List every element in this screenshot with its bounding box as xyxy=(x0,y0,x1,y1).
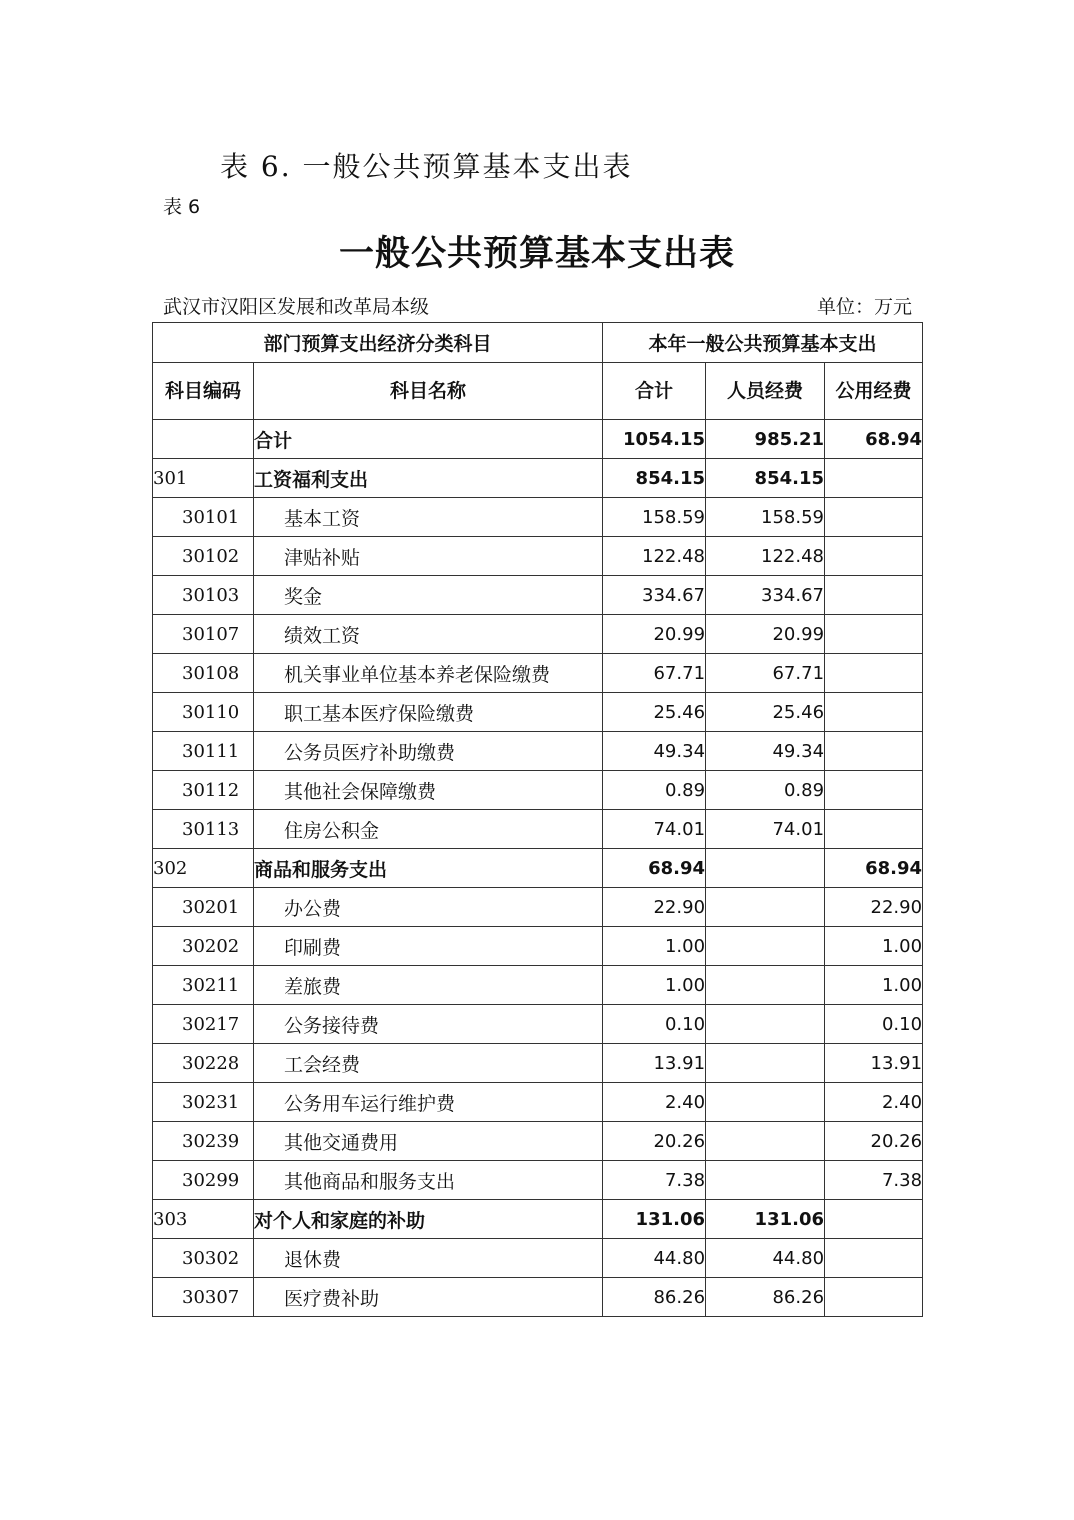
name-cell: 退休费 xyxy=(254,1239,603,1278)
public-cell: 2.40 xyxy=(825,1083,923,1122)
staff-cell: 86.26 xyxy=(706,1278,825,1317)
col-header-staff: 人员经费 xyxy=(706,363,825,420)
total-cell: 22.90 xyxy=(603,888,706,927)
total-cell: 74.01 xyxy=(603,810,706,849)
public-cell xyxy=(825,615,923,654)
staff-cell: 985.21 xyxy=(706,420,825,459)
public-cell xyxy=(825,654,923,693)
name-cell: 工资福利支出 xyxy=(254,459,603,498)
section-heading: 表 6. 一般公共预算基本支出表 xyxy=(220,150,633,183)
unit-label: 单位：万元 xyxy=(816,296,912,318)
public-cell: 0.10 xyxy=(825,1005,923,1044)
code-cell: 303 xyxy=(153,1200,254,1239)
code-cell: 30111 xyxy=(153,732,254,771)
table-row xyxy=(153,810,923,849)
name-cell: 职工基本医疗保险缴费 xyxy=(254,693,603,732)
public-cell xyxy=(825,1239,923,1278)
table-row xyxy=(153,537,923,576)
public-cell: 1.00 xyxy=(825,966,923,1005)
table-row xyxy=(153,654,923,693)
table-row xyxy=(153,1122,923,1161)
page-title: 一般公共预算基本支出表 xyxy=(338,234,735,274)
public-cell xyxy=(825,771,923,810)
name-cell: 工会经费 xyxy=(254,1044,603,1083)
code-cell: 301 xyxy=(153,459,254,498)
table-row xyxy=(153,1083,923,1122)
total-cell: 49.34 xyxy=(603,732,706,771)
staff-cell: 20.99 xyxy=(706,615,825,654)
public-cell xyxy=(825,810,923,849)
code-cell: 30307 xyxy=(153,1278,254,1317)
name-cell: 其他商品和服务支出 xyxy=(254,1161,603,1200)
name-cell: 公务用车运行维护费 xyxy=(254,1083,603,1122)
table-row xyxy=(153,966,923,1005)
table-body xyxy=(153,420,923,1317)
code-cell: 302 xyxy=(153,849,254,888)
code-cell: 30107 xyxy=(153,615,254,654)
code-cell: 30201 xyxy=(153,888,254,927)
staff-cell: 67.71 xyxy=(706,654,825,693)
name-cell: 住房公积金 xyxy=(254,810,603,849)
public-cell xyxy=(825,459,923,498)
staff-cell xyxy=(706,966,825,1005)
public-cell: 22.90 xyxy=(825,888,923,927)
code-cell: 30217 xyxy=(153,1005,254,1044)
name-cell: 公务接待费 xyxy=(254,1005,603,1044)
code-cell: 30302 xyxy=(153,1239,254,1278)
staff-cell xyxy=(706,849,825,888)
staff-cell: 122.48 xyxy=(706,537,825,576)
code-cell: 30108 xyxy=(153,654,254,693)
header-row-group xyxy=(153,323,923,363)
public-cell xyxy=(825,537,923,576)
staff-cell: 131.06 xyxy=(706,1200,825,1239)
budget-table xyxy=(152,322,923,1317)
public-cell xyxy=(825,1278,923,1317)
total-cell: 1054.15 xyxy=(603,420,706,459)
table-row xyxy=(153,732,923,771)
code-cell: 30102 xyxy=(153,537,254,576)
staff-cell: 0.89 xyxy=(706,771,825,810)
name-cell: 机关事业单位基本养老保险缴费 xyxy=(254,654,603,693)
total-cell: 86.26 xyxy=(603,1278,706,1317)
name-cell: 合计 xyxy=(254,420,603,459)
total-cell: 67.71 xyxy=(603,654,706,693)
staff-cell: 334.67 xyxy=(706,576,825,615)
code-cell: 30112 xyxy=(153,771,254,810)
staff-cell xyxy=(706,1083,825,1122)
code-cell: 30110 xyxy=(153,693,254,732)
col-header-total: 合计 xyxy=(603,363,706,420)
total-cell: 7.38 xyxy=(603,1161,706,1200)
public-cell xyxy=(825,1200,923,1239)
name-cell: 印刷费 xyxy=(254,927,603,966)
public-cell: 13.91 xyxy=(825,1044,923,1083)
total-cell: 334.67 xyxy=(603,576,706,615)
code-cell: 30299 xyxy=(153,1161,254,1200)
staff-cell xyxy=(706,1122,825,1161)
public-cell xyxy=(825,576,923,615)
total-cell: 122.48 xyxy=(603,537,706,576)
table-row xyxy=(153,1200,923,1239)
name-cell: 对个人和家庭的补助 xyxy=(254,1200,603,1239)
staff-cell: 25.46 xyxy=(706,693,825,732)
staff-cell: 44.80 xyxy=(706,1239,825,1278)
total-cell: 68.94 xyxy=(603,849,706,888)
code-cell: 30113 xyxy=(153,810,254,849)
code-cell: 30228 xyxy=(153,1044,254,1083)
header-group-left: 部门预算支出经济分类科目 xyxy=(153,323,603,363)
total-cell: 0.89 xyxy=(603,771,706,810)
name-cell: 医疗费补助 xyxy=(254,1278,603,1317)
table-row xyxy=(153,420,923,459)
table-row xyxy=(153,888,923,927)
staff-cell xyxy=(706,888,825,927)
code-cell: 30101 xyxy=(153,498,254,537)
staff-cell xyxy=(706,1044,825,1083)
total-cell: 25.46 xyxy=(603,693,706,732)
staff-cell xyxy=(706,1161,825,1200)
table-row xyxy=(153,1278,923,1317)
public-cell: 68.94 xyxy=(825,420,923,459)
staff-cell xyxy=(706,1005,825,1044)
table-row xyxy=(153,771,923,810)
name-cell: 奖金 xyxy=(254,576,603,615)
public-cell xyxy=(825,732,923,771)
organization-name: 武汉市汉阳区发展和改革局本级 xyxy=(163,296,430,318)
code-cell: 30103 xyxy=(153,576,254,615)
header-group-right: 本年一般公共预算基本支出 xyxy=(603,323,923,363)
public-cell: 68.94 xyxy=(825,849,923,888)
total-cell: 20.99 xyxy=(603,615,706,654)
total-cell: 44.80 xyxy=(603,1239,706,1278)
staff-cell: 854.15 xyxy=(706,459,825,498)
public-cell: 7.38 xyxy=(825,1161,923,1200)
header-row-columns xyxy=(153,363,923,420)
table-row xyxy=(153,576,923,615)
name-cell: 差旅费 xyxy=(254,966,603,1005)
total-cell: 854.15 xyxy=(603,459,706,498)
public-cell xyxy=(825,498,923,537)
total-cell: 131.06 xyxy=(603,1200,706,1239)
table-row xyxy=(153,615,923,654)
table-row xyxy=(153,1239,923,1278)
col-header-name: 科目名称 xyxy=(254,363,603,420)
public-cell: 20.26 xyxy=(825,1122,923,1161)
table-row xyxy=(153,693,923,732)
code-cell: 30231 xyxy=(153,1083,254,1122)
code-cell xyxy=(153,420,254,459)
staff-cell xyxy=(706,927,825,966)
table-row xyxy=(153,1044,923,1083)
name-cell: 办公费 xyxy=(254,888,603,927)
name-cell: 其他交通费用 xyxy=(254,1122,603,1161)
table-row xyxy=(153,1161,923,1200)
table-row xyxy=(153,1005,923,1044)
total-cell: 1.00 xyxy=(603,966,706,1005)
name-cell: 绩效工资 xyxy=(254,615,603,654)
code-cell: 30211 xyxy=(153,966,254,1005)
public-cell xyxy=(825,693,923,732)
code-cell: 30202 xyxy=(153,927,254,966)
table-row xyxy=(153,459,923,498)
public-cell: 1.00 xyxy=(825,927,923,966)
col-header-public: 公用经费 xyxy=(825,363,923,420)
total-cell: 2.40 xyxy=(603,1083,706,1122)
table-label: 表 6 xyxy=(163,196,201,218)
staff-cell: 74.01 xyxy=(706,810,825,849)
table-row xyxy=(153,849,923,888)
total-cell: 13.91 xyxy=(603,1044,706,1083)
name-cell: 其他社会保障缴费 xyxy=(254,771,603,810)
table-row xyxy=(153,498,923,537)
code-cell: 30239 xyxy=(153,1122,254,1161)
name-cell: 公务员医疗补助缴费 xyxy=(254,732,603,771)
total-cell: 1.00 xyxy=(603,927,706,966)
staff-cell: 158.59 xyxy=(706,498,825,537)
staff-cell: 49.34 xyxy=(706,732,825,771)
name-cell: 商品和服务支出 xyxy=(254,849,603,888)
total-cell: 20.26 xyxy=(603,1122,706,1161)
total-cell: 158.59 xyxy=(603,498,706,537)
name-cell: 津贴补贴 xyxy=(254,537,603,576)
total-cell: 0.10 xyxy=(603,1005,706,1044)
name-cell: 基本工资 xyxy=(254,498,603,537)
table-row xyxy=(153,927,923,966)
col-header-code: 科目编码 xyxy=(153,363,254,420)
